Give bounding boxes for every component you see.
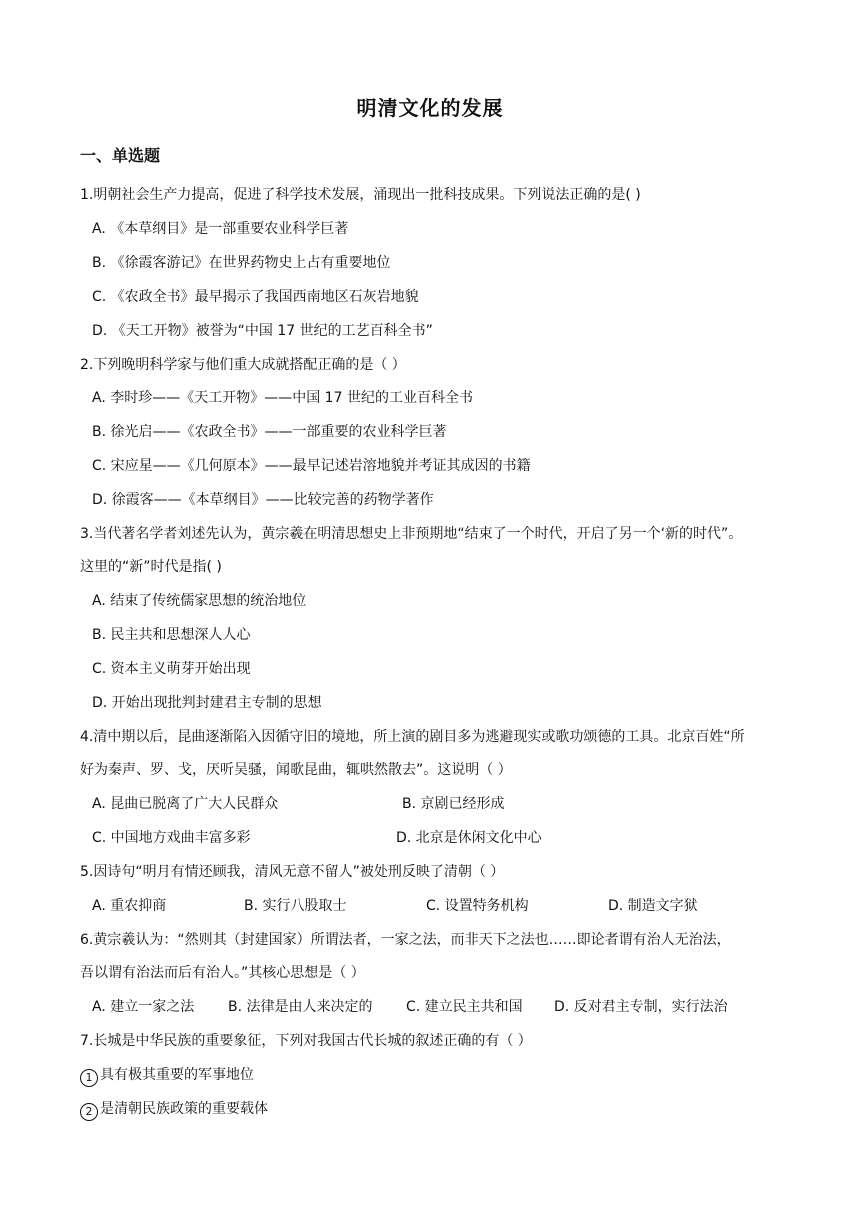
- question-6-stem-line-1: 6.黄宗羲认为：“然则其（封建国家）所谓法者，一家之法，而非天下之法也……即论者谓有治人无治法，: [80, 932, 731, 948]
- question-2-option-b[interactable]: B. 徐光启——《农政全书》——一部重要的农业科学巨著: [92, 424, 447, 440]
- question-2-option-d[interactable]: D. 徐霞客——《本草纲目》——比较完善的药物学著作: [92, 492, 434, 508]
- question-4-option-a[interactable]: A. 昆曲已脱离了广大人民群众: [92, 796, 279, 812]
- question-3-option-b[interactable]: B. 民主共和思想深人人心: [92, 627, 251, 643]
- section-heading: 一、单选题: [80, 146, 161, 165]
- question-4-option-c[interactable]: C. 中国地方戏曲丰富多彩: [92, 830, 251, 846]
- question-3-option-a[interactable]: A. 结束了传统儒家思想的统治地位: [92, 593, 307, 609]
- question-6-options-row: [92, 998, 792, 1016]
- question-4-option-d[interactable]: D. 北京是休闲文化中心: [396, 830, 542, 846]
- circled-number-1: 1: [80, 1069, 98, 1087]
- document-title: 明清文化的发展: [356, 96, 504, 120]
- question-7-statement-1: [80, 1066, 254, 1087]
- question-7-statement-2-text: 是清朝民族政策的重要载体: [100, 1101, 268, 1117]
- question-2-option-a[interactable]: A. 李时珍——《天工开物》——中国 17 世纪的工业百科全书: [92, 390, 473, 406]
- question-1-option-a[interactable]: A. 《本草纲目》是一部重要农业科学巨著: [92, 221, 349, 237]
- question-2-option-c[interactable]: C. 宋应星——《几何原本》——最早记述岩溶地貌并考证其成因的书籍: [92, 458, 531, 474]
- question-7-statement-1-text: 具有极其重要的军事地位: [100, 1067, 254, 1083]
- question-5-stem: 5.因诗句“明月有情还顾我，清风无意不留人”被处刑反映了清朝（ ）: [80, 864, 505, 880]
- question-6-option-a[interactable]: A. 建立一家之法: [92, 999, 195, 1015]
- question-3-stem-line-1: 3.当代著名学者刘述先认为，黄宗羲在明清思想史上非预期地“结束了一个时代，开启了另一个‘新的时代”。: [80, 526, 743, 542]
- question-6-option-d[interactable]: D. 反对君主专制，实行法治: [554, 999, 728, 1015]
- question-1-option-c[interactable]: C. 《农政全书》最早揭示了我国西南地区石灰岩地貌: [92, 289, 419, 305]
- question-5-option-b[interactable]: B. 实行八股取士: [244, 898, 347, 914]
- question-1-option-d[interactable]: D. 《天工开物》被誉为“中国 17 世纪的工艺百科全书”: [92, 323, 433, 339]
- question-1-option-b[interactable]: B. 《徐霞客游记》在世界药物史上占有重要地位: [92, 255, 391, 271]
- question-3-stem-line-2: 这里的“新”时代是指( ): [80, 559, 222, 575]
- question-7-statement-2: [80, 1100, 268, 1121]
- question-3-option-d[interactable]: D. 开始出现批判封建君主专制的思想: [92, 695, 322, 711]
- question-5-option-c[interactable]: C. 设置特务机构: [426, 898, 529, 914]
- question-4-options-row-1: [92, 795, 792, 813]
- circled-number-2: 2: [80, 1103, 98, 1121]
- question-4-stem-line-2: 好为秦声、罗、戈，厌听吴骚，闻歌昆曲，辄哄然散去”。这说明（ ）: [80, 762, 512, 778]
- question-6-option-c[interactable]: C. 建立民主共和国: [406, 999, 523, 1015]
- question-5-options-row: [92, 897, 792, 915]
- question-5-option-d[interactable]: D. 制造文字狱: [608, 898, 698, 914]
- question-1-stem: 1.明朝社会生产力提高，促进了科学技术发展，涌现出一批科技成果。下列说法正确的是( ): [80, 187, 641, 203]
- question-4-stem-line-1: 4.清中期以后，昆曲逐渐陷入因循守旧的境地，所上演的剧目多为逃避现实或歌功颂德的工具。北京百姓“所: [80, 729, 745, 745]
- question-4-option-b[interactable]: B. 京剧已经形成: [402, 796, 505, 812]
- question-3-option-c[interactable]: C. 资本主义萌芽开始出现: [92, 661, 251, 677]
- question-6-option-b[interactable]: B. 法律是由人来决定的: [228, 999, 373, 1015]
- question-6-stem-line-2: 吾以谓有治法而后有治人。”其核心思想是（ ）: [80, 965, 365, 981]
- question-2-stem: 2.下列晚明科学家与他们重大成就搭配正确的是（ ）: [80, 357, 406, 373]
- question-7-stem: 7.长城是中华民族的重要象征，下列对我国古代长城的叙述正确的有（ ）: [80, 1033, 532, 1049]
- question-5-option-a[interactable]: A. 重农抑商: [92, 898, 167, 914]
- question-4-options-row-2: [92, 829, 792, 847]
